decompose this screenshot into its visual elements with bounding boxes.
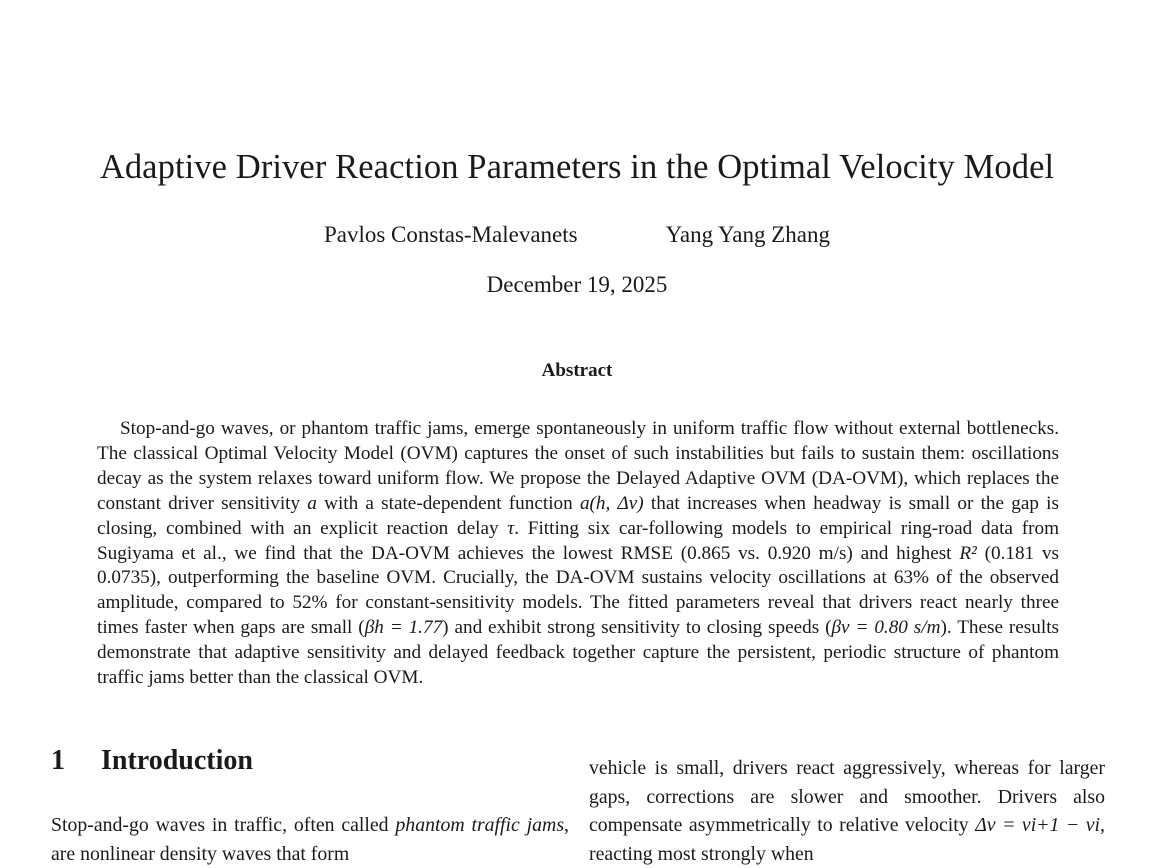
math-expression: βv = 0.80 s/m [831, 617, 941, 639]
body-text: , are nonlinear density waves that form [51, 814, 569, 865]
body-text: vehicle is small, drivers react aggressively, whereas for larger gaps, corrections are slower and smoother. Drivers also compensate asymmetrically to relative velocity [589, 757, 1105, 836]
author-list [0, 222, 1154, 248]
abstract-text: with a state-dependent function [316, 492, 580, 514]
section-number: 1 [51, 745, 65, 776]
section-heading [51, 745, 571, 777]
abstract-heading: Abstract [541, 360, 613, 381]
math-expression: βh = 1.77 [364, 617, 443, 639]
body-text: , reacting most strongly when [589, 814, 1105, 865]
math-expression: a(h, Δv) [579, 492, 644, 514]
abstract-text: that increases when headway is small or the gap is closing, combined with an explicit reaction delay [97, 492, 1059, 539]
abstract-text: Stop-and-go waves, or phantom traffic jams, emerge spontaneously in uniform traffic flow without external bottlenecks. The classical Optimal Velocity Model (OVM) captures the onset of such instabilities but fails to sustain them: oscillations decay as the system relaxes toward uniform flow. We propose the Delayed Adaptive OVM (DA-OVM), which replaces the constant driver sensitivity [97, 418, 1059, 514]
paper-title: Adaptive Driver Reaction Parameters in the Optimal Velocity Model [99, 148, 1055, 186]
body-text: Stop-and-go waves in traffic, often called [51, 814, 396, 836]
section-title: Introduction [101, 745, 253, 776]
math-symbol: a [307, 492, 317, 514]
left-column-paragraph [51, 811, 569, 868]
author-name: Pavlos Constas-Malevanets [323, 222, 578, 247]
math-symbol: R² [959, 542, 977, 564]
math-expression: Δv = vi+1 − vi [975, 814, 1101, 836]
abstract-text: . Fitting six car-following models to empirical ring-road data from Sugiyama et al., we find that the DA-OVM achieves the lowest RMSE (0.865 vs. 0.920 m/s) and highest [97, 517, 1059, 564]
abstract-text: ). These results demonstrate that adaptive sensitivity and delayed feedback together capture the persistent, periodic structure of phantom traffic jams better than the classical OVM. [97, 617, 1059, 689]
abstract-text: (0.181 vs 0.0735), outperforming the baseline OVM. Crucially, the DA-OVM sustains velocity oscillations at 63% of the observed amplitude, compared to 52% for constant-sensitivity models. The fitted parameters reveal that drivers react nearly three times faster when gaps are small ( [97, 542, 1060, 639]
math-symbol: τ [507, 517, 515, 539]
paper-date: December 19, 2025 [486, 272, 668, 297]
emphasis-text: phantom traffic jams [395, 814, 565, 836]
right-column-paragraph [589, 754, 1105, 868]
abstract-body [97, 417, 1059, 691]
abstract-text: ) and exhibit strong sensitivity to closing speeds ( [442, 617, 832, 639]
author-name: Yang Yang Zhang [665, 222, 831, 247]
